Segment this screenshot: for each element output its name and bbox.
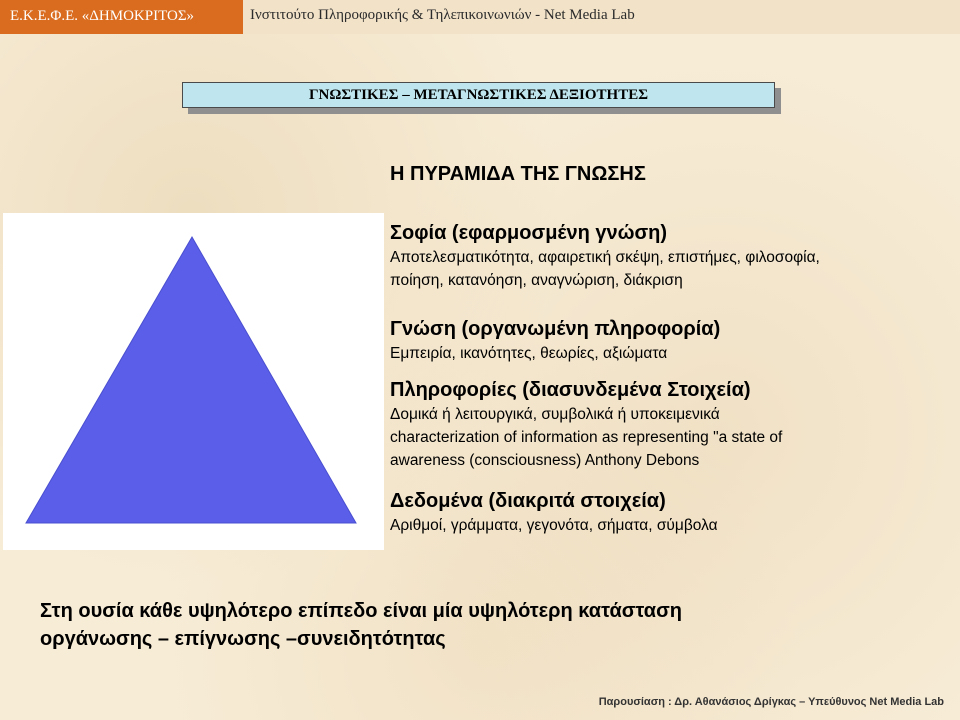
level-desc-line: Αριθμοί, γράμματα, γεγονότα, σήματα, σύμβολα (390, 517, 718, 534)
conclusion-text (40, 597, 940, 653)
header-bar (0, 0, 960, 34)
pyramid-triangle (26, 237, 356, 523)
level-desc-line: ποίηση, κατανόηση, αναγνώριση, διάκριση (390, 272, 683, 289)
level-knowledge (390, 316, 720, 365)
pyramid-heading: Η ΠΥΡΑΜΙΔΑ ΤΗΣ ΓΝΩΣΗΣ (390, 163, 646, 185)
slide-title: ΓΝΩΣΤΙΚΕΣ – ΜΕΤΑΓΝΩΣΤΙΚΕΣ ΔΕΞΙΟΤΗΤΕΣ (182, 82, 775, 108)
level-desc-line: Δομικά ή λειτουργικά, συμβολικά ή υποκειμενικά (390, 406, 720, 423)
pyramid-panel (3, 213, 384, 550)
level-data (390, 488, 718, 537)
presenter-credit: Παρουσίαση : Δρ. Αθανάσιος Δρίγκας – Υπεύθυνος Net Media Lab (598, 696, 944, 708)
level-title: Σοφία (εφαρμοσμένη γνώση) (390, 222, 668, 244)
org-name: Ε.Κ.Ε.Φ.Ε. «ΔΗΜΟΚΡΙΤΟΣ» (0, 0, 243, 34)
level-title: Γνώση (οργανωμένη πληροφορία) (390, 318, 721, 340)
pyramid-graphic (3, 213, 384, 550)
conclusion-line: Στη ουσία κάθε υψηλότερο επίπεδο είναι μία υψηλότερη κατάσταση (40, 600, 682, 622)
level-information (390, 377, 782, 472)
conclusion-line: οργάνωσης – επίγνωσης –συνειδητότητας (40, 628, 446, 650)
level-title: Δεδομένα (διακριτά στοιχεία) (390, 490, 666, 512)
level-desc-line: characterization of information as representing "a state of (390, 429, 783, 446)
level-wisdom (390, 220, 820, 292)
institute-name: Ινστιτούτο Πληροφορικής & Τηλεπικοινωνιών - Net Media Lab (250, 7, 635, 23)
level-title: Πληροφορίες (διασυνδεμένα Στοιχεία) (390, 379, 751, 401)
level-desc-line: awareness (consciousness) Anthony Debons (390, 452, 700, 469)
level-desc-line: Εμπειρία, ικανότητες, θεωρίες, αξιώματα (390, 345, 668, 362)
level-desc-line: Αποτελεσματικότητα, αφαιρετική σκέψη, επιστήμες, φιλοσοφία, (390, 249, 820, 266)
